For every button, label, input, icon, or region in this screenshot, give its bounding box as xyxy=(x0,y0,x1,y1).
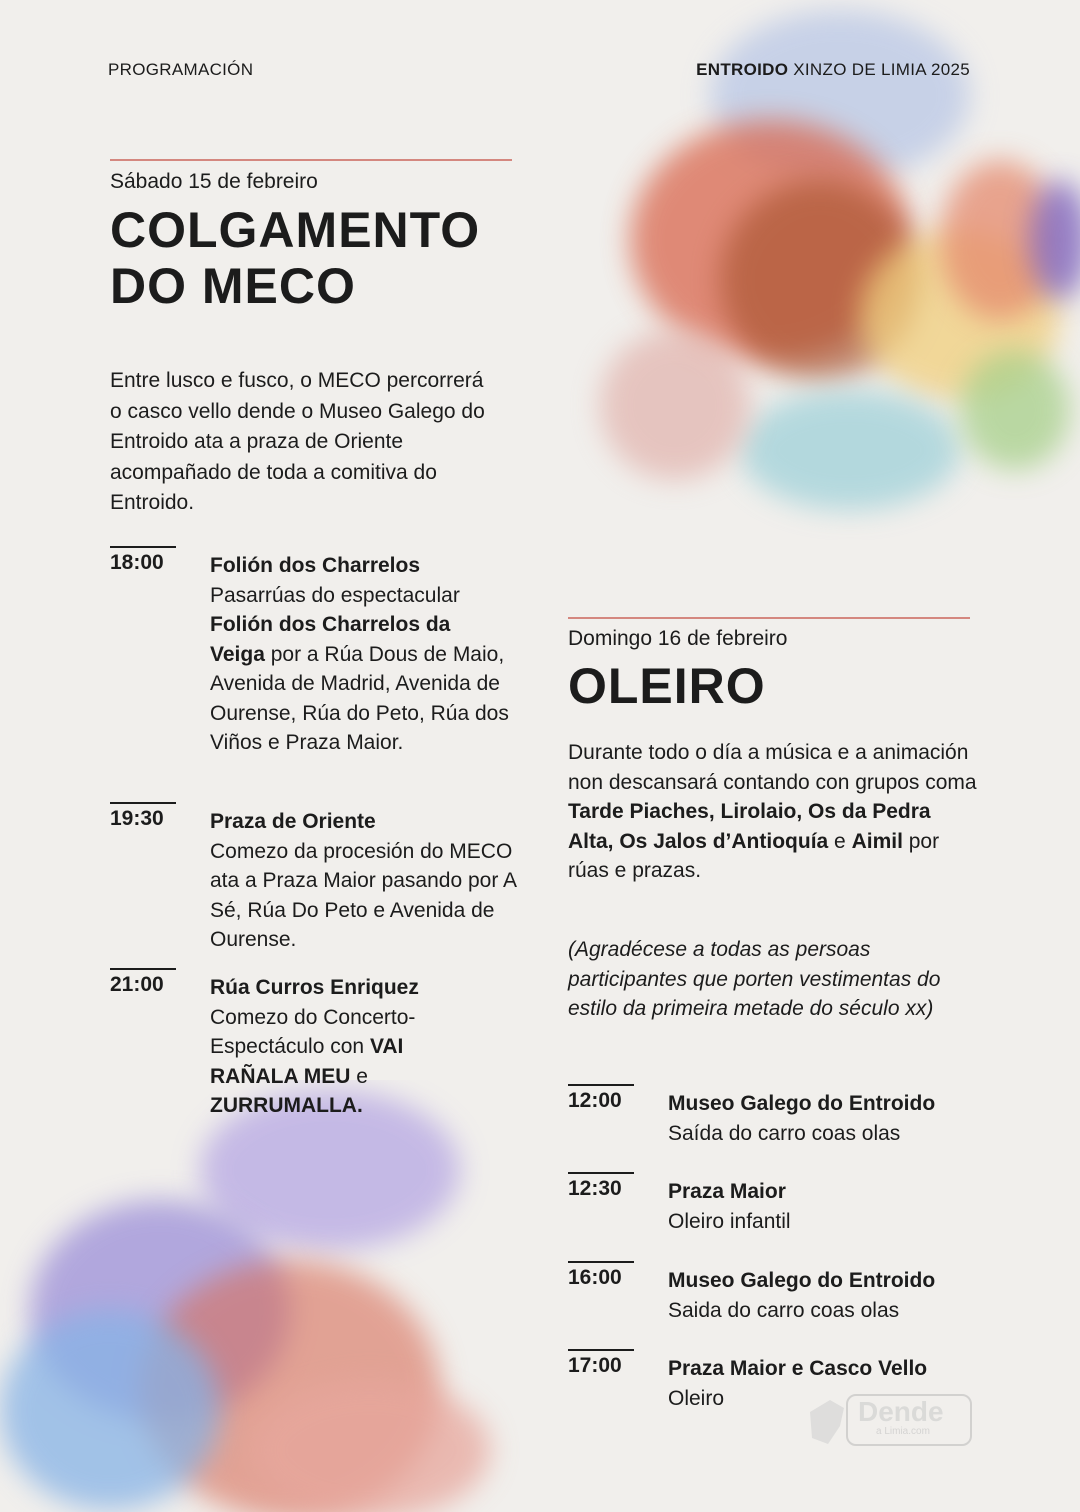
event-place: Museo Galego do Entroido xyxy=(668,1269,936,1292)
sunday-date: Domingo 16 de febreiro xyxy=(568,627,788,650)
watermark-text: Dende xyxy=(858,1396,944,1427)
saturday-intro: Entre lusco e fusco, o MECO percorrerá o casco vello dende o Museo Galego do Entroido ata a praza de Oriente acompañado de toda a comitiva do Entroido. xyxy=(110,369,485,514)
sunday-intro xyxy=(568,738,978,886)
brand-rest: XINZO DE LIMIA 2025 xyxy=(788,60,970,79)
saturday-divider xyxy=(110,159,512,161)
desc-text: Pasarrúas do espectacular xyxy=(210,583,460,607)
event-place: Praza Maior e Casco Vello xyxy=(668,1357,928,1380)
event-time: 18:00 xyxy=(110,551,164,574)
event-body xyxy=(668,1177,988,1236)
group-names: Tarde Piaches, Lirolaio, Os da Pedra Alta, Os Jalos d’Antioquía xyxy=(568,800,931,853)
event-description: Comezo da procesión do MECO ata a Praza Maior pasando por A Sé, Rúa Do Peto e Avenida de Ourense. xyxy=(210,839,516,951)
watermark-subtext: a Limia.com xyxy=(876,1426,930,1437)
desc-text: e xyxy=(350,1064,368,1088)
attire-note: (Agradécese a todas as persoas participantes que porten vestimentas do estilo da primeira metade do século xx) xyxy=(568,938,941,1020)
time-rule xyxy=(110,968,176,970)
time-rule xyxy=(110,802,176,804)
section-label: PROGRAMACIÓN xyxy=(108,60,254,79)
event-time: 21:00 xyxy=(110,973,164,996)
intro-text: por rúas e prazas. xyxy=(568,829,940,882)
band-name: VAI RAÑALA MEU xyxy=(210,1035,404,1088)
carnival-artwork-top xyxy=(560,0,1080,540)
intro-text: Durante todo o día a música e a animación non descansará contando con grupos coma xyxy=(568,741,977,794)
event-body xyxy=(210,551,510,758)
desc-text: por a Rúa Dous de Maio, Avenida de Madrid, Avenida de Ourense, Rúa do Peto, Rúa dos Viños e Praza Maior. xyxy=(210,642,509,754)
sunday-divider xyxy=(568,617,970,619)
event-description xyxy=(210,581,510,758)
event-brand xyxy=(696,60,970,80)
sunday-title: OLEIRO xyxy=(568,658,766,714)
event-description: Oleiro infantil xyxy=(668,1209,791,1233)
event-time: 17:00 xyxy=(568,1354,622,1377)
event-description: Saída do carro coas olas xyxy=(668,1121,901,1145)
event-place: Museo Galego do Entroido xyxy=(668,1092,936,1115)
carnival-artwork-bottom xyxy=(0,1080,520,1512)
event-time: 16:00 xyxy=(568,1266,622,1289)
event-description: Oleiro xyxy=(668,1386,725,1410)
event-time: 12:00 xyxy=(568,1089,622,1112)
desc-bold: Folión dos Charrelos da Veiga xyxy=(210,613,451,666)
event-description: Saida do carro coas olas xyxy=(668,1298,900,1322)
group-name: Aimil xyxy=(851,829,903,853)
time-rule xyxy=(568,1261,634,1263)
event-place: Rúa Curros Enriquez xyxy=(210,976,419,999)
event-place: Folión dos Charrelos xyxy=(210,554,421,577)
time-rule xyxy=(568,1084,634,1086)
desc-text: Comezo do Concerto-Espectáculo con xyxy=(210,1005,416,1058)
event-body xyxy=(668,1089,988,1148)
dende-watermark xyxy=(800,1392,980,1462)
event-time: 12:30 xyxy=(568,1177,622,1200)
saturday-date: Sábado 15 de febreiro xyxy=(110,170,318,193)
saturday-title: COLGAMENTO DO MECO xyxy=(110,202,481,314)
brand-bold: ENTROIDO xyxy=(696,60,789,79)
time-rule xyxy=(568,1172,634,1174)
event-place: Praza Maior xyxy=(668,1180,786,1203)
event-time: 19:30 xyxy=(110,807,164,830)
event-body xyxy=(210,807,520,955)
event-body xyxy=(210,973,470,1121)
time-rule xyxy=(568,1349,634,1351)
intro-text: e xyxy=(828,829,852,853)
event-place: Praza de Oriente xyxy=(210,810,376,833)
event-description xyxy=(210,1003,470,1121)
band-name: ZURRUMALLA. xyxy=(210,1094,363,1117)
time-rule xyxy=(110,546,176,548)
event-body xyxy=(668,1266,988,1325)
map-icon xyxy=(800,1392,850,1452)
